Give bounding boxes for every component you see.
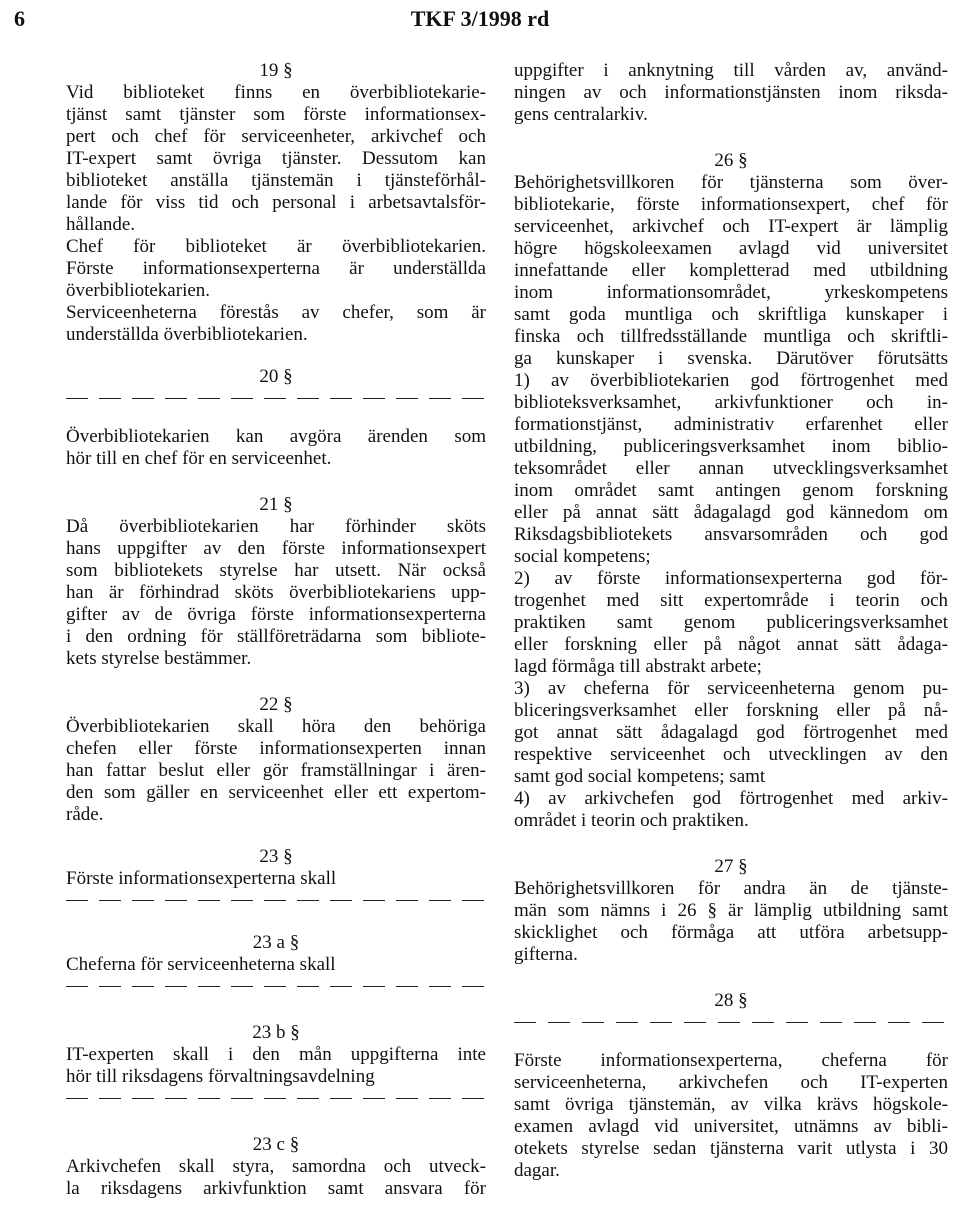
section-heading: 22 § [259, 694, 293, 715]
text-line: Behörighetsvillkoren för andra än de tjänste- [514, 878, 948, 899]
text-line: Förste informationsexperterna skall [66, 868, 337, 889]
spacer [66, 826, 486, 846]
journal-reference: TKF 3/1998 rd [410, 6, 550, 31]
text-line: inom informationsområdet, yrkeskompetens [514, 282, 948, 303]
omission-dashes [66, 976, 486, 998]
omission-dashes [66, 890, 486, 912]
spacer [66, 470, 486, 494]
text-line: som bibliotekets styrelse har utsett. När också [66, 560, 486, 581]
text-line: IT-expert samt övriga tjänster. Dessutom kan [66, 148, 486, 169]
text-line: Då överbibliotekarien har förhinder sköts [66, 516, 486, 537]
spacer [66, 1110, 486, 1134]
section-23c [66, 1134, 486, 1200]
text-line: inom området samt antingen genom forskning [514, 480, 948, 501]
text-line: kets styrelse bestämmer. [66, 648, 252, 669]
section-heading: 28 § [714, 990, 748, 1011]
text-line: eller på annat sätt ådagalagd god kännedom om [514, 502, 948, 523]
right-column [514, 60, 948, 1182]
text-line: innefattande eller kompletterad med utbildning [514, 260, 948, 281]
section-28 [514, 990, 948, 1182]
text-line: gifterna. [514, 944, 578, 965]
text-line: hans uppgifter av den förste informationsexpert [66, 538, 486, 559]
text-line: överbibliotekarien. [66, 280, 211, 301]
text-line: praktiken samt genom publiceringsverksamhet [514, 612, 948, 633]
section-heading: 27 § [714, 856, 748, 877]
section-heading: 20 § [259, 366, 293, 387]
section-heading: 23 c § [252, 1134, 300, 1155]
text-line: lagd förmåga till abstrakt arbete; [514, 656, 762, 677]
spacer [66, 912, 486, 932]
text-line: området i teorin och praktiken. [514, 810, 749, 831]
text-line: underställda överbibliotekarien. [66, 324, 308, 345]
text-line: samt goda muntliga och skriftliga kunskaper i [514, 304, 948, 325]
text-line: la riksdagens arkivfunktion samt ansvara för [66, 1178, 486, 1199]
page-header [0, 4, 960, 36]
text-line: samt god social kompetens; samt [514, 766, 766, 787]
text-line: Cheferna för serviceenheterna skall [66, 954, 336, 975]
text-line: serviceenheterna, arkivchefen och IT-experten [514, 1072, 948, 1093]
text-line: lande för viss tid och personal i arbetsavtalsför- [66, 192, 486, 213]
section-21 [66, 494, 486, 670]
text-line: social kompetens; [514, 546, 651, 567]
omission-dashes [514, 1012, 948, 1034]
section-heading: 23 b § [252, 1022, 300, 1043]
text-line: 4) av arkivchefen god förtrogenhet med arkiv- [514, 788, 948, 809]
text-line: IT-experten skall i den mån uppgifterna inte [66, 1044, 486, 1065]
text-line: finska och tillfredsställande muntliga och skriftli- [514, 326, 948, 347]
text-line: högre högskoleexamen avlagd vid universitet [514, 238, 948, 259]
omission-dashes [66, 388, 486, 410]
text-line: bibliotekarie, förste informationsexpert, chef för [514, 194, 948, 215]
text-line: utbildning, publiceringsverksamhet inom biblio- [514, 436, 948, 457]
text-line: Överbibliotekarien skall höra den behöriga [66, 716, 486, 737]
text-line: uppgifter i anknytning till vården av, använd- [514, 60, 948, 81]
section-23a [66, 932, 486, 998]
text-line: 1) av överbibliotekarien god förtrogenhet med [514, 370, 948, 391]
text-line: bliceringsverksamhet eller forskning eller på nå- [514, 700, 948, 721]
text-line: serviceenhet, arkivchef och IT-expert är lämplig [514, 216, 948, 237]
text-line: ga kunskaper i svenska. Därutöver förutsätts [514, 348, 948, 369]
text-line: Riksdagsbibliotekets ansvarsområden och god [514, 524, 948, 545]
text-line: tjänst samt tjänster som förste informationsex- [66, 104, 486, 125]
text-line: Förste informationsexperterna är underställda [66, 258, 486, 279]
text-line: biblioteket anställa tjänstemän i tjänsteförhål- [66, 170, 486, 191]
section-23 [66, 846, 486, 912]
spacer [514, 126, 948, 150]
text-line: han fattar beslut eller gör framställningar i ären- [66, 760, 486, 781]
text-line: hör till en chef för en serviceenhet. [66, 448, 332, 469]
text-line: dagar. [514, 1160, 560, 1181]
section-27 [514, 856, 948, 966]
text-line: Behörighetsvillkoren för tjänsterna som över- [514, 172, 948, 193]
text-line: Vid biblioteket finns en överbibliotekarie- [66, 82, 486, 103]
omission-dashes [66, 1088, 486, 1110]
section-heading: 21 § [259, 494, 293, 515]
section-23c-continuation [514, 60, 948, 126]
section-26 [514, 150, 948, 832]
text-line: teksområdet eller annan utvecklingsverksamhet [514, 458, 948, 479]
text-line: trogenhet med sitt expertområde i teorin och [514, 590, 948, 611]
spacer [66, 670, 486, 694]
page-number: 6 [14, 6, 25, 31]
text-line: han är förhindrad sköts överbibliotekariens upp- [66, 582, 486, 603]
text-line: Förste informationsexperterna, cheferna för [514, 1050, 948, 1071]
text-line: examen avlagd vid universitet, utnämns av bibli- [514, 1116, 948, 1137]
text-line: hållande. [66, 214, 136, 235]
text-line: gifter av de övriga förste informationsexperterna [66, 604, 486, 625]
text-line: samt övriga tjänstemän, av vilka krävs högskole- [514, 1094, 948, 1115]
text-line: Serviceenheterna förestås av chefer, som är [66, 302, 486, 323]
text-line: got annat sätt ådagalagd god förtrogenhet med [514, 722, 948, 743]
text-line: Arkivchefen skall styra, samordna och utveck- [66, 1156, 486, 1177]
text-line: hör till riksdagens förvaltningsavdelning [66, 1066, 375, 1087]
text-line: Chef för biblioteket är överbibliotekarien. [66, 236, 486, 257]
text-line: 2) av förste informationsexperterna god för- [514, 568, 948, 589]
text-line: råde. [66, 804, 104, 825]
text-line: ningen av och informationstjänsten inom riksda- [514, 82, 948, 103]
text-line: biblioteksverksamhet, arkivfunktioner och in- [514, 392, 948, 413]
text-line: 3) av cheferna för serviceenheterna genom pu- [514, 678, 948, 699]
text-line: eller forskning eller på något annat sätt ådaga- [514, 634, 948, 655]
spacer [66, 998, 486, 1022]
section-heading: 26 § [714, 150, 748, 171]
spacer [514, 832, 948, 856]
section-22 [66, 694, 486, 826]
section-20 [66, 366, 486, 470]
text-line: Överbibliotekarien kan avgöra ärenden som [66, 426, 486, 447]
text-line: chefen eller förste informationsexperten innan [66, 738, 486, 759]
section-23b [66, 1022, 486, 1110]
spacer [66, 346, 486, 366]
text-line: otekets styrelse sedan tjänsterna varit utlysta i 30 [514, 1138, 948, 1159]
text-line: den som gäller en serviceenhet eller ett expertom- [66, 782, 486, 803]
spacer [66, 410, 486, 426]
section-19 [66, 60, 486, 346]
text-line: respektive serviceenhet och utvecklingen av den [514, 744, 948, 765]
text-line: formationstjänst, administrativ erfarenhet eller [514, 414, 948, 435]
text-line: gens centralarkiv. [514, 104, 648, 125]
left-column [66, 60, 486, 1200]
spacer [514, 1034, 948, 1050]
section-heading: 23 a § [252, 932, 300, 953]
text-line: skicklighet och förmåga att utföra arbetsupp- [514, 922, 948, 943]
section-heading: 23 § [259, 846, 293, 867]
text-line: i den ordning för ställföreträdarna som bibliote- [66, 626, 486, 647]
section-heading: 19 § [259, 60, 293, 81]
text-line: pert och chef för serviceenheter, arkivchef och [66, 126, 486, 147]
spacer [514, 966, 948, 990]
text-line: män som nämns i 26 § är lämplig utbildning samt [514, 900, 948, 921]
